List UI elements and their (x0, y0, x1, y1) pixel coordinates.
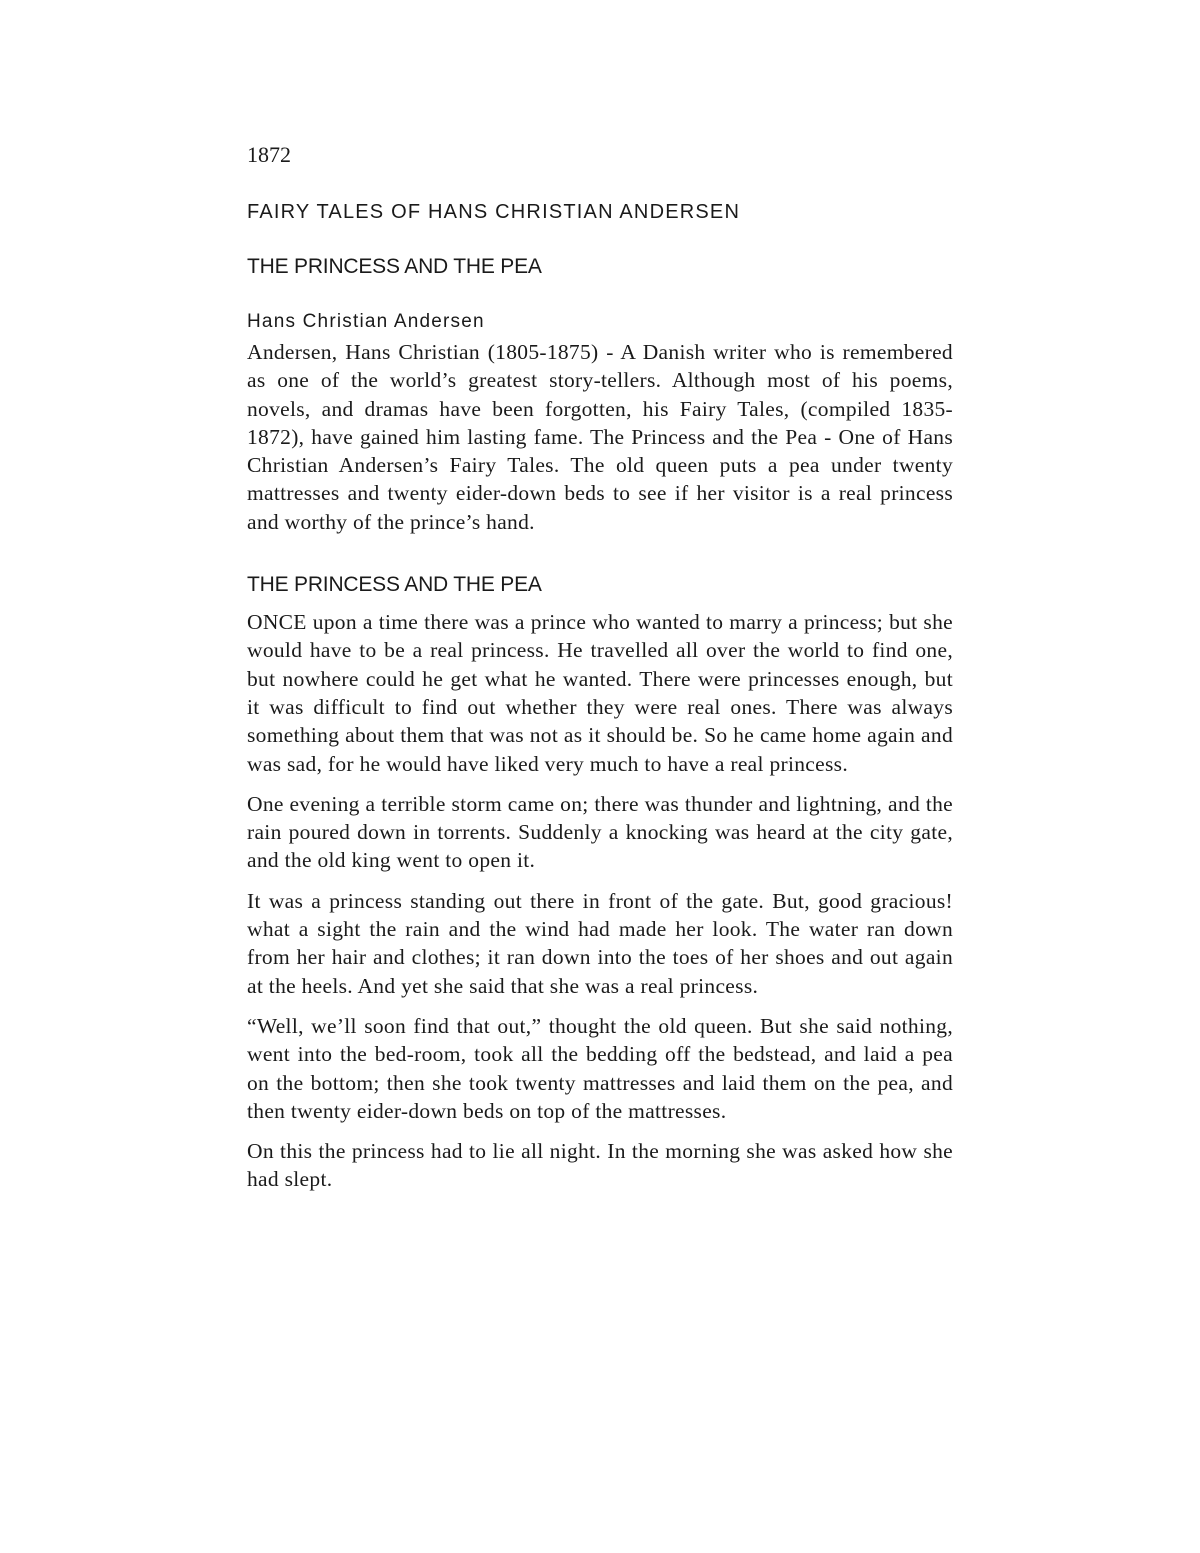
story-heading: THE PRINCESS AND THE PEA (247, 573, 542, 597)
document-page (247, 140, 953, 1194)
author-name: Hans Christian Andersen (247, 311, 485, 332)
story-paragraph: It was a princess standing out there in front of the gate. But, good gracious! what a sight the rain and the wind had made her look. The water ran down from her hair and clothes; it ran down into the toes of her shoes and out again at the heels. And yet she said that she was a real princess. (247, 888, 953, 998)
author-bio: Andersen, Hans Christian (1805-1875) - A Danish writer who is remembered as one of the world’s greatest story-tellers. Although most of his poems, novels, and dramas have been forgotten, his Fairy Tales, (compiled 1835- 1872), have gained him lasting fame. The Princess and the Pea - One of Hans Christian Andersen’s Fairy Tales. The old queen puts a pea under twenty mattresses and twenty eider-down beds to see if her visitor is a real princess and worthy of the prince’s hand. (247, 340, 953, 534)
story-paragraph: ONCE upon a time there was a prince who wanted to marry a princess; but she would have to be a real princess. He travelled all over the world to find one, but nowhere could he get what he wanted. There were princesses enough, but it was difficult to find out whether they were real ones. There was always something about them that was not as it should be. So he came home again and was sad, for he would have liked very much to have a real princess. (247, 610, 953, 776)
story-paragraph: “Well, we’ll soon find that out,” thought the old queen. But she said nothing, went into the bed-room, took all the bedding off the bedstead, and laid a pea on the bottom; then she took twenty mattresses and laid them on the pea, and then twenty eider-down beds on top of the mattresses. (247, 1013, 953, 1123)
story-title: THE PRINCESS AND THE PEA (247, 255, 542, 278)
story-paragraph: One evening a terrible storm came on; there was thunder and lightning, and the rain poured down in torrents. Suddenly a knocking was heard at the city gate, and the old king went to open it. (247, 791, 953, 873)
book-title: FAIRY TALES OF HANS CHRISTIAN ANDERSEN (247, 201, 741, 223)
year: 1872 (247, 142, 291, 167)
story-paragraph: On this the princess had to lie all night. In the morning she was asked how she had slept. (247, 1139, 953, 1192)
